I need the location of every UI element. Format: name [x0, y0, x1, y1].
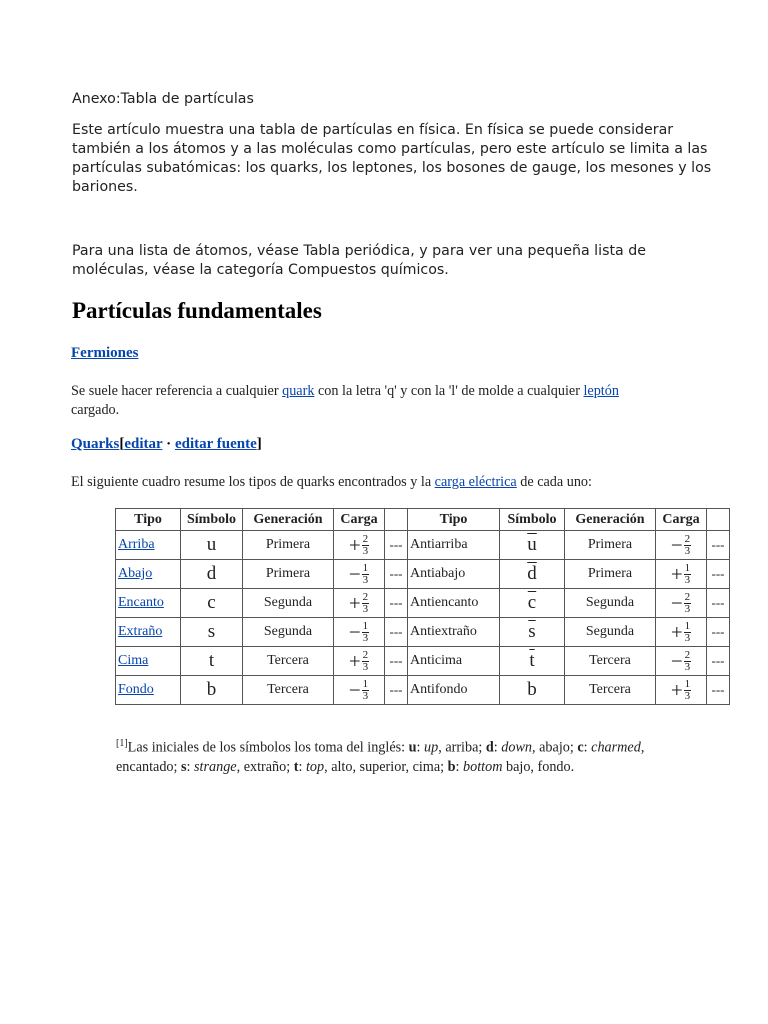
section-heading: Partículas fundamentales	[72, 298, 322, 323]
fermions-link[interactable]: Fermiones	[71, 345, 139, 361]
antiquark-symbol	[500, 618, 565, 647]
charge-sign: +	[348, 590, 361, 615]
charge-sign: +	[348, 648, 361, 673]
antiquark-charge	[656, 618, 707, 647]
footnote-t-word: top	[305, 758, 325, 775]
antiquark-symbol	[500, 531, 565, 560]
antiquark-name: Antifondo	[408, 676, 500, 705]
quarks-table	[115, 508, 730, 705]
lepton-link[interactable]: leptón	[583, 383, 619, 399]
quark-name-link[interactable]: Encanto	[118, 595, 164, 610]
table-row	[116, 676, 730, 705]
edit-separator: ·	[162, 436, 175, 452]
charge-sign: +	[670, 677, 683, 702]
footnote-text: Las iniciales de los símbolos los toma del inglés:	[127, 739, 409, 756]
charge-numerator: 1	[362, 677, 369, 690]
charge-numerator: 2	[362, 648, 369, 661]
antiquark-note: ---	[707, 560, 730, 589]
header-simbolo: Símbolo	[181, 509, 243, 531]
quark-charge	[334, 589, 385, 618]
quark-name-cell	[116, 676, 181, 705]
antiquark-symbol	[500, 647, 565, 676]
charge-denominator: 3	[684, 631, 691, 644]
quarks-link[interactable]: Quarks	[71, 436, 120, 452]
antiquark-symbol	[500, 589, 565, 618]
table-row	[116, 560, 730, 589]
electric-charge-link[interactable]: carga eléctrica	[434, 474, 517, 490]
antiquark-symbol-text: $\overline{d}$	[527, 563, 537, 584]
fermions-text-middle: con la letra 'q' y con la 'l' de molde a cualquier	[314, 383, 584, 399]
quark-charge	[334, 560, 385, 589]
footnote-s-word: strange	[194, 758, 237, 775]
footnote-u-rest: , arriba;	[438, 739, 486, 756]
quark-name-link[interactable]: Abajo	[118, 566, 153, 581]
charge-fraction	[684, 534, 692, 557]
header-empty	[385, 509, 408, 531]
footnote-s: s	[181, 758, 187, 775]
quark-generation: Tercera	[243, 676, 334, 705]
quark-name-cell	[116, 647, 181, 676]
charge-denominator: 3	[684, 573, 691, 586]
footnote-d-word: down	[501, 739, 533, 756]
charge-sign: −	[348, 677, 361, 702]
charge-denominator: 3	[684, 660, 691, 673]
antiquark-charge	[656, 647, 707, 676]
antiquark-symbol-text: b	[527, 679, 537, 700]
quark-symbol: u	[181, 531, 243, 560]
charge-sign: +	[348, 532, 361, 557]
quark-name-link[interactable]: Cima	[118, 653, 149, 668]
header-tipo: Tipo	[116, 509, 181, 531]
quark-note: ---	[385, 618, 408, 647]
antiquark-name: Anticima	[408, 647, 500, 676]
quarks-text-after: de cada uno:	[516, 474, 592, 490]
edit-link[interactable]: editar	[124, 436, 163, 452]
quark-symbol: s	[181, 618, 243, 647]
antiquark-charge	[656, 560, 707, 589]
charge-fraction	[362, 621, 370, 644]
antiquark-note: ---	[707, 618, 730, 647]
antiquark-note: ---	[707, 589, 730, 618]
footnote-c: c	[577, 739, 584, 756]
antiquark-charge	[656, 676, 707, 705]
antiquark-generation: Primera	[565, 560, 656, 589]
quark-name-cell	[116, 618, 181, 647]
antiquark-symbol-text: $\overline{u}$	[527, 534, 537, 555]
header-empty-anti	[707, 509, 730, 531]
header-generacion-anti: Generación	[565, 509, 656, 531]
charge-numerator: 1	[684, 561, 691, 574]
charge-numerator: 2	[684, 648, 691, 661]
charge-fraction	[684, 679, 692, 702]
antiquark-note: ---	[707, 647, 730, 676]
charge-denominator: 3	[362, 689, 369, 702]
quark-name-link[interactable]: Fondo	[118, 682, 154, 697]
charge-fraction	[362, 679, 370, 702]
antiquark-charge	[656, 589, 707, 618]
charge-fraction	[684, 621, 692, 644]
antiquark-generation: Primera	[565, 531, 656, 560]
antiquark-symbol-text: $\overline{s}$	[528, 621, 536, 642]
quark-name-cell	[116, 560, 181, 589]
charge-fraction	[684, 563, 692, 586]
charge-denominator: 3	[684, 602, 691, 615]
intro-paragraph: Este artículo muestra una tabla de partículas en física. En física se puede considerar también a los átomos y a las moléculas como partículas, pero este artículo se limita a las partículas subatómicas: los quarks, los leptones, los bosones de gauge, los mesones y los bariones.	[72, 122, 712, 195]
antiquark-name: Antiarriba	[408, 531, 500, 560]
charge-numerator: 1	[362, 619, 369, 632]
antiquark-name: Antiabajo	[408, 560, 500, 589]
charge-numerator: 2	[362, 590, 369, 603]
footnote-b-word: bottom	[463, 758, 503, 775]
edit-source-link[interactable]: editar fuente	[174, 436, 257, 452]
footnote-b-rest: bajo, fondo.	[502, 758, 575, 775]
charge-sign: −	[348, 561, 361, 586]
quark-symbol: c	[181, 589, 243, 618]
table-header-row	[116, 509, 730, 531]
footnote-c-word: charmed	[591, 739, 641, 756]
charge-numerator: 1	[684, 677, 691, 690]
footnote: [1]Las iniciales de los símbolos los toma del inglés: u: up, arriba; d: down, abajo; c: charmed, encantado; s: strange, extraño; t: top, alto, superior, cima; b: bottom bajo, fondo.	[116, 738, 645, 775]
header-carga-anti: Carga	[656, 509, 707, 531]
charge-sign: −	[670, 648, 683, 673]
quark-charge	[334, 531, 385, 560]
charge-numerator: 2	[684, 532, 691, 545]
antiquark-generation: Tercera	[565, 676, 656, 705]
table-row	[116, 589, 730, 618]
quark-generation: Tercera	[243, 647, 334, 676]
quark-charge	[334, 618, 385, 647]
charge-fraction	[362, 563, 370, 586]
quark-charge	[334, 647, 385, 676]
quarks-text-before: El siguiente cuadro resume los tipos de quarks encontrados y la	[71, 474, 435, 490]
quark-note: ---	[385, 676, 408, 705]
quark-symbol: b	[181, 676, 243, 705]
charge-numerator: 1	[684, 619, 691, 632]
quark-symbol: d	[181, 560, 243, 589]
charge-fraction	[684, 650, 692, 673]
charge-denominator: 3	[684, 689, 691, 702]
header-tipo-anti: Tipo	[408, 509, 500, 531]
quark-generation: Segunda	[243, 589, 334, 618]
header-generacion: Generación	[243, 509, 334, 531]
quarks-heading	[71, 436, 262, 453]
quark-name-link[interactable]: Extraño	[118, 624, 163, 639]
footnote-t-rest: , alto, superior, cima;	[324, 758, 448, 775]
fermions-text-before: Se suele hacer referencia a cualquier	[71, 383, 283, 399]
charge-sign: +	[670, 561, 683, 586]
quark-note: ---	[385, 560, 408, 589]
antiquark-symbol-text: $\overline{c}$	[527, 592, 537, 613]
fermions-text-after: cargado.	[71, 402, 120, 418]
footnote-c-rest: , encantado;	[116, 739, 645, 775]
quarks-paragraph	[71, 473, 592, 492]
antiquark-generation: Segunda	[565, 589, 656, 618]
footnote-marker: [1]	[116, 738, 128, 749]
footnote-d: d	[485, 739, 494, 756]
bracket-close: ]	[256, 436, 262, 452]
charge-numerator: 2	[362, 532, 369, 545]
charge-sign: −	[348, 619, 361, 644]
charge-denominator: 3	[684, 544, 691, 557]
table-row	[116, 647, 730, 676]
antiquark-name: Antiextraño	[408, 618, 500, 647]
antiquark-charge	[656, 531, 707, 560]
antiquark-symbol	[500, 560, 565, 589]
charge-denominator: 3	[362, 602, 369, 615]
quark-note: ---	[385, 589, 408, 618]
quark-generation: Primera	[243, 531, 334, 560]
antiquark-generation: Segunda	[565, 618, 656, 647]
quark-note: ---	[385, 647, 408, 676]
antiquark-symbol	[500, 676, 565, 705]
charge-numerator: 1	[362, 561, 369, 574]
quark-name-link[interactable]: Arriba	[118, 537, 155, 552]
table-row	[116, 618, 730, 647]
quark-generation: Primera	[243, 560, 334, 589]
charge-sign: −	[670, 590, 683, 615]
header-simbolo-anti: Símbolo	[500, 509, 565, 531]
antiquark-name: Antiencanto	[408, 589, 500, 618]
charge-numerator: 2	[684, 590, 691, 603]
footnote-s-rest: , extraño;	[236, 758, 294, 775]
charge-fraction	[362, 534, 370, 557]
quark-name-cell	[116, 589, 181, 618]
quark-symbol: t	[181, 647, 243, 676]
footnote-u-word: up	[424, 739, 439, 756]
antiquark-symbol-text: $\overline{t}$	[529, 650, 535, 671]
charge-denominator: 3	[362, 544, 369, 557]
footnote-t: t	[293, 758, 299, 775]
antiquark-generation: Tercera	[565, 647, 656, 676]
page-title: Anexo:Tabla de partículas	[72, 91, 254, 107]
charge-fraction	[362, 650, 370, 673]
footnote-u: u	[408, 739, 417, 756]
fermions-paragraph	[71, 382, 691, 420]
charge-fraction	[684, 592, 692, 615]
charge-sign: −	[670, 532, 683, 557]
antiquark-note: ---	[707, 676, 730, 705]
charge-denominator: 3	[362, 573, 369, 586]
bracket-open: [	[119, 436, 125, 452]
table-row	[116, 531, 730, 560]
charge-fraction	[362, 592, 370, 615]
footnote-b: b	[447, 758, 456, 775]
antiquark-note: ---	[707, 531, 730, 560]
quark-charge	[334, 676, 385, 705]
fermions-heading	[71, 345, 138, 362]
quark-note: ---	[385, 531, 408, 560]
header-carga: Carga	[334, 509, 385, 531]
quark-generation: Segunda	[243, 618, 334, 647]
charge-sign: +	[670, 619, 683, 644]
quark-link[interactable]: quark	[282, 383, 315, 399]
charge-denominator: 3	[362, 660, 369, 673]
charge-denominator: 3	[362, 631, 369, 644]
quark-name-cell	[116, 531, 181, 560]
see-also-paragraph: Para una lista de átomos, véase Tabla periódica, y para ver una pequeña lista de moléculas, véase la categoría Compuestos químicos.	[72, 243, 646, 278]
footnote-d-rest: , abajo;	[532, 739, 578, 756]
